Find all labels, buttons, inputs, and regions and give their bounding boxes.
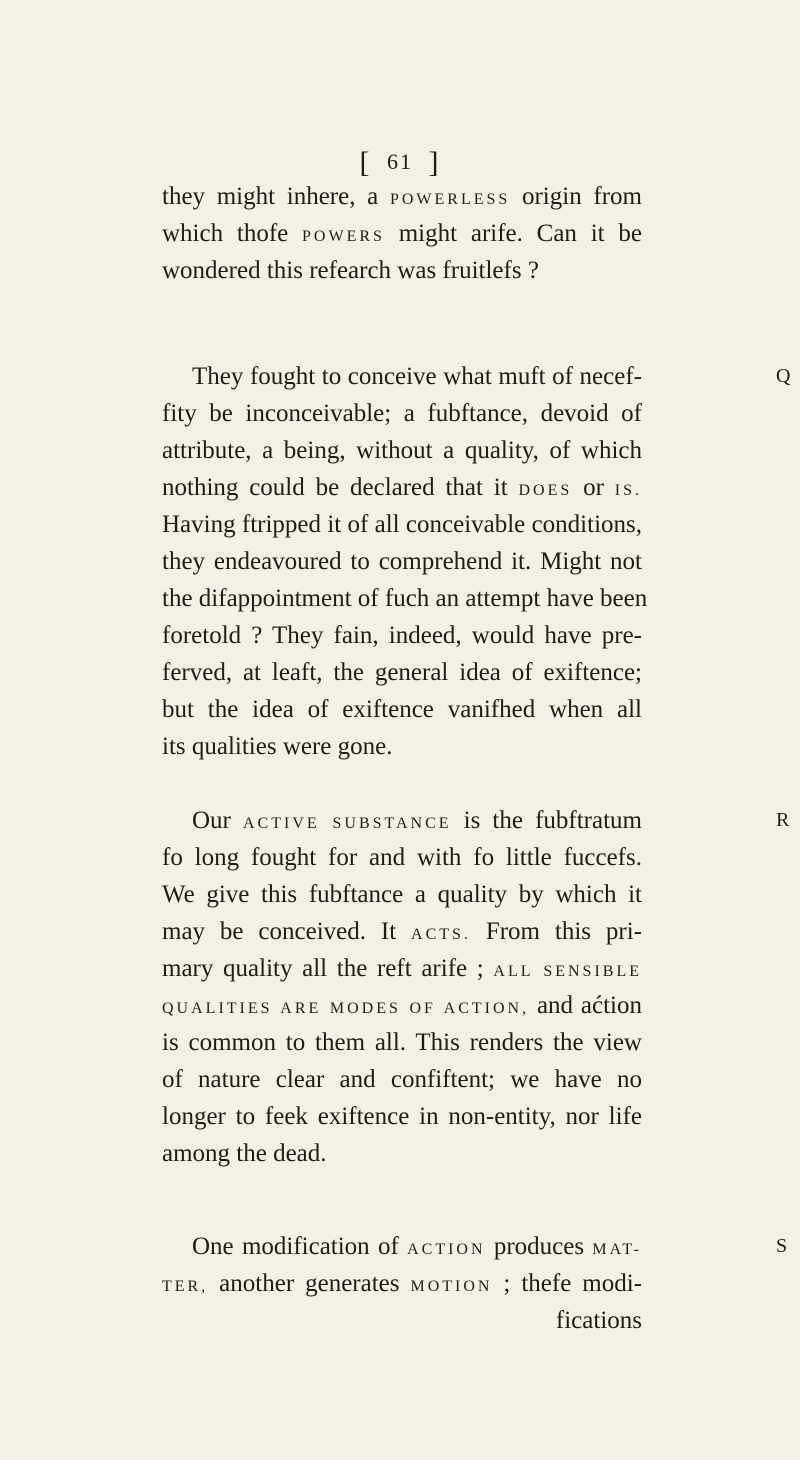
text-line <box>162 178 642 215</box>
text-segment: origin from <box>510 183 642 210</box>
text-segment: produces <box>485 1233 593 1260</box>
text-segment: One modification of <box>192 1233 408 1260</box>
text-segment: among the dead. <box>162 1140 327 1167</box>
text-line <box>162 802 642 839</box>
text-segment: they might inhere, a <box>162 183 390 210</box>
small-caps-text: POWERLESS <box>389 191 511 208</box>
text-line <box>162 1135 642 1172</box>
text-segment: wondered this refearch was fruitlefs ? <box>162 257 539 284</box>
text-segment: Having ftripped it of all conceivable conditions, <box>162 511 642 538</box>
catchword: fications <box>555 1307 642 1334</box>
text-segment: fity be inconceivable; a fubftance, devoid of <box>162 400 642 427</box>
text-segment: and aćtion <box>529 992 643 1019</box>
text-line <box>162 215 642 252</box>
text-line <box>162 506 642 543</box>
text-segment: is common to them all. This renders the view <box>162 1029 642 1056</box>
text-line <box>162 876 642 913</box>
text-line <box>162 1228 642 1265</box>
text-line <box>162 543 642 580</box>
text-segment: but the idea of exiftence vanifhed when all <box>162 696 642 723</box>
text-line <box>162 1098 642 1135</box>
small-caps-text: MOTION <box>410 1278 493 1295</box>
text-segment: is the fubftratum <box>451 807 642 834</box>
text-line <box>162 252 642 289</box>
text-line <box>162 1265 642 1302</box>
text-segment: which thofe <box>162 220 303 247</box>
text-line <box>162 839 642 876</box>
marginal-letter: S <box>776 1235 788 1257</box>
text-line <box>162 395 642 432</box>
page-header <box>0 146 800 180</box>
catchword-line <box>162 1302 642 1339</box>
text-line <box>162 469 642 506</box>
text-line <box>162 432 642 469</box>
paragraph <box>162 178 642 289</box>
small-caps-text: DOES <box>518 482 573 499</box>
text-line <box>162 654 642 691</box>
text-segment: mary quality all the reft arife ; <box>162 955 494 982</box>
text-line <box>162 950 642 987</box>
text-segment: foretold ? They fain, indeed, would have pre- <box>162 622 642 649</box>
text-segment: ferved, at leaft, the general idea of exiftence; <box>162 659 642 686</box>
text-segment: nothing could be declared that it <box>162 474 519 501</box>
page-number: 61 <box>387 149 413 174</box>
text-segment: might arife. Can it be <box>384 220 642 247</box>
text-segment: its qualities were gone. <box>162 733 393 760</box>
small-caps-text: ALL SENSIBLE <box>493 963 642 980</box>
text-segment: From this pri- <box>470 918 642 945</box>
left-bracket: [ <box>359 146 372 179</box>
text-line <box>162 580 648 617</box>
small-caps-text: QUALITIES ARE MODES OF ACTION, <box>162 1000 530 1017</box>
text-segment: the difappointment of fuch an attempt have been <box>162 585 648 612</box>
text-line <box>162 913 642 950</box>
paragraph <box>162 1228 642 1302</box>
marginal-letter: Q <box>776 365 791 387</box>
text-segment: longer to feek exiftence in non-entity, nor life <box>162 1103 642 1130</box>
small-caps-text: ACTION <box>407 1241 486 1258</box>
small-caps-text: IS. <box>614 482 642 499</box>
text-segment: fo long fought for and with fo little fuccefs. <box>162 844 642 871</box>
small-caps-text: POWERS <box>302 228 385 245</box>
text-segment: of nature clear and confiftent; we have no <box>162 1066 642 1093</box>
text-segment: they endeavoured to comprehend it. Might not <box>162 548 642 575</box>
paragraph <box>162 802 642 1172</box>
right-bracket: ] <box>428 146 441 179</box>
text-segment: ; thefe modi- <box>492 1270 642 1297</box>
small-caps-text: ACTS. <box>411 926 471 943</box>
text-segment: may be conceived. It <box>162 918 412 945</box>
text-segment: attribute, a being, without a quality, of which <box>162 437 642 464</box>
text-line <box>162 987 642 1024</box>
text-line <box>162 617 642 654</box>
text-line <box>162 728 642 765</box>
small-caps-text: MAT- <box>592 1241 642 1258</box>
text-segment: or <box>572 474 615 501</box>
paragraph <box>162 358 648 765</box>
small-caps-text: ACTIVE SUBSTANCE <box>242 815 452 832</box>
text-segment: Our <box>192 807 243 834</box>
text-segment: We give this fubftance a quality by which it <box>162 881 642 908</box>
text-line <box>162 1061 642 1098</box>
small-caps-text: TER, <box>162 1278 209 1295</box>
text-segment: They fought to conceive what muft of necef- <box>192 363 642 390</box>
marginal-letter: R <box>776 809 790 831</box>
text-line <box>162 358 642 395</box>
text-line <box>162 1024 642 1061</box>
text-line <box>162 691 642 728</box>
text-segment: another generates <box>208 1270 411 1297</box>
